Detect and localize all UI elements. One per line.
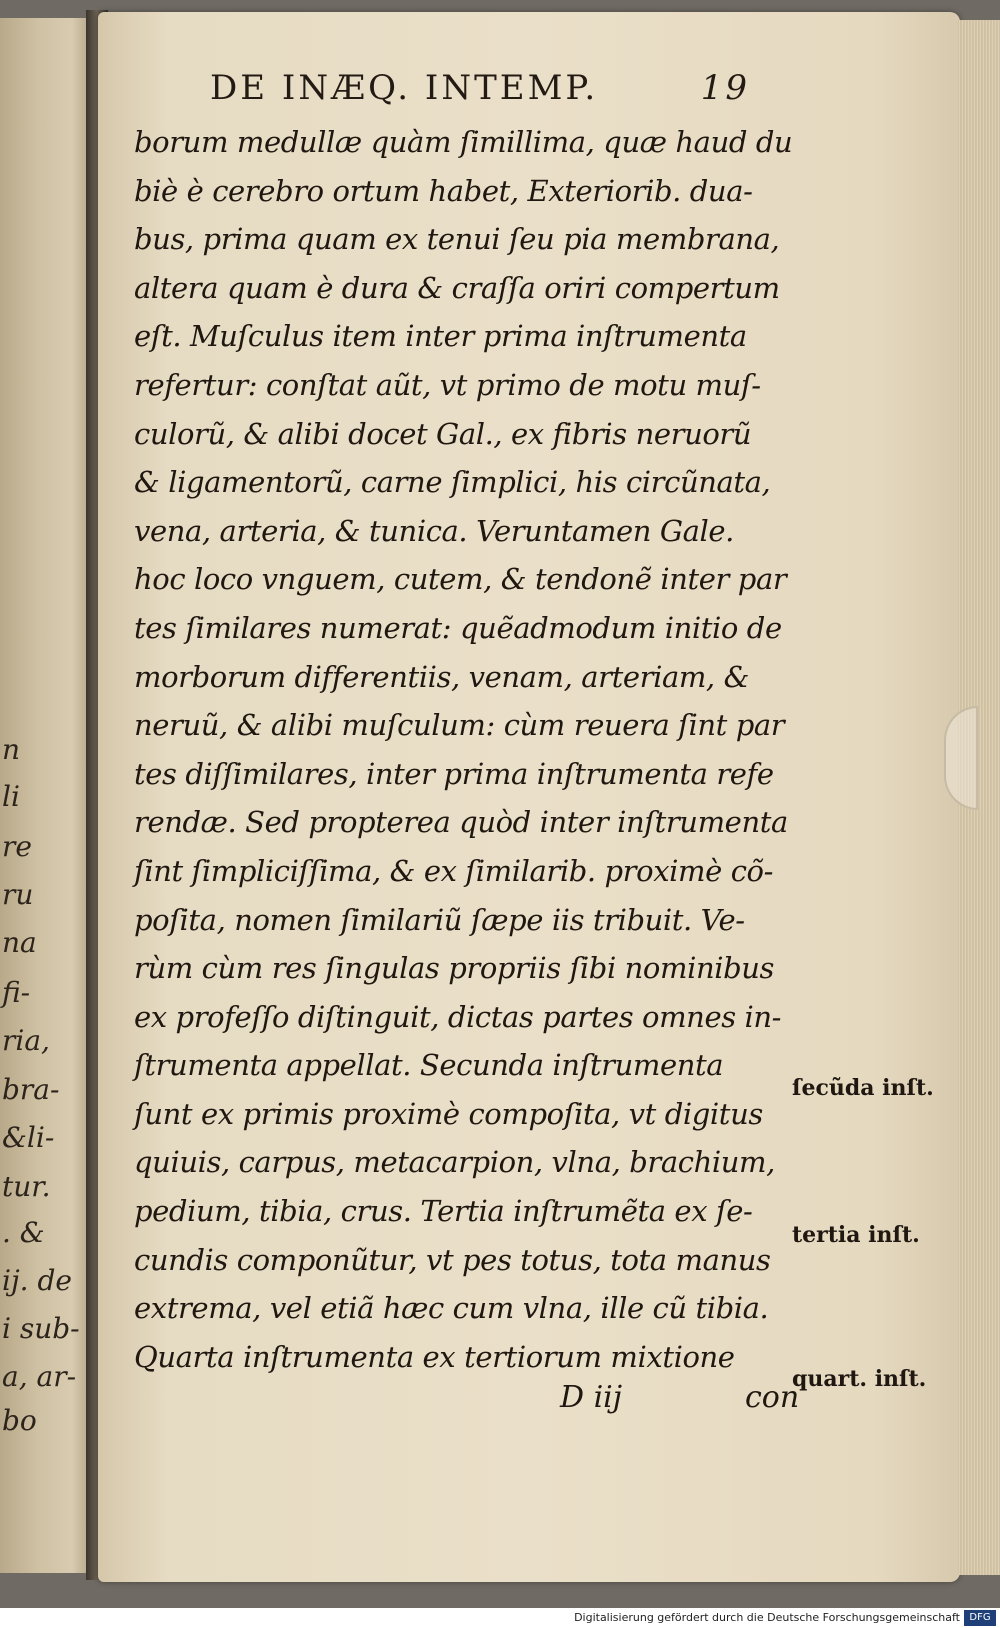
text-line: & ligamentorũ, carne ſimplici, his circũnata, xyxy=(134,465,771,500)
left-fragment: na xyxy=(2,926,37,959)
left-fragment: a, ar- xyxy=(2,1360,77,1393)
text-line: ſunt ex primis proximè compoſita, vt digitus xyxy=(134,1096,763,1131)
text-line: vena, arteria, & tunica. Veruntamen Gale. xyxy=(134,513,734,548)
text-line: bus, prima quam ex tenui ſeu pia membrana, xyxy=(134,222,780,257)
text-line: borum medullæ quàm ſimillima, quæ haud du xyxy=(134,125,793,159)
page-number: 19 xyxy=(700,68,750,108)
text-line: extrema, vel etiã hæc cum vlna, ille cũ tibia. xyxy=(134,1291,769,1326)
digitization-credit: Digitalisierung gefördert durch die Deutsche Forschungsgemeinschaft xyxy=(574,1611,960,1624)
text-line: culorũ, & alibi docet Gal., ex fibris neruorũ xyxy=(134,416,752,451)
left-fragment: tur. xyxy=(2,1170,51,1203)
signature-mark: D iij xyxy=(560,1380,623,1415)
left-page-edge xyxy=(0,18,96,1573)
text-line: rendæ. Sed propterea quòd inter inſtrumenta xyxy=(134,805,788,840)
left-fragment: re xyxy=(2,830,32,863)
text-line: biè è cerebro ortum habet, Exteriorib. dua- xyxy=(134,173,753,208)
text-line: ex profeſſo diſtinguit, dictas partes omnes in- xyxy=(134,999,782,1034)
text-line: morborum differentiis, venam, arteriam, & xyxy=(134,659,749,694)
margin-note-quarta: quart. inſt. xyxy=(792,1366,927,1392)
text-line: ſint ſimpliciſſima, & ex ſimilarib. proximè cõ- xyxy=(134,853,774,888)
text-line: refertur: conſtat aũt, vt primo de motu muſ- xyxy=(134,367,761,402)
text-line: eſt. Muſculus item inter prima inſtrumenta xyxy=(134,319,747,354)
left-fragment: n xyxy=(2,733,21,766)
text-line: pedium, tibia, crus. Tertia inſtrumẽta ex ſe- xyxy=(134,1194,753,1229)
text-line: altera quam è dura & craſſa oriri compertum xyxy=(134,270,780,305)
text-line: Quarta inſtrumenta ex tertiorum mixtione xyxy=(134,1339,735,1374)
body-text xyxy=(134,118,793,1381)
left-fragment: bra- xyxy=(2,1073,60,1106)
running-head xyxy=(210,68,750,116)
left-fragment: &li- xyxy=(2,1121,55,1154)
page-clip xyxy=(944,706,978,810)
left-fragment: ru xyxy=(2,878,34,911)
margin-note-tertia: tertia inſt. xyxy=(792,1222,920,1248)
text-line: cundis componũtur, vt pes totus, tota manus xyxy=(134,1242,771,1277)
margin-note-secunda: ſecũda inſt. xyxy=(792,1075,934,1101)
left-fragment: li xyxy=(2,780,20,813)
left-fragment: ij. de xyxy=(2,1264,72,1297)
text-line: ſtrumenta appellat. Secunda inſtrumenta xyxy=(134,1048,724,1083)
text-line: tes diſſimilares, inter prima inſtrumenta refe xyxy=(134,756,774,791)
left-fragment: fi- xyxy=(2,976,31,1009)
left-fragment: . & xyxy=(2,1216,45,1249)
left-fragment: ria, xyxy=(2,1024,50,1057)
running-title: DE INÆQ. INTEMP. xyxy=(210,68,599,108)
text-line: poſita, nomen ſimilariũ ſæpe iis tribuit. Ve- xyxy=(134,902,745,937)
left-fragment: bo xyxy=(2,1404,37,1437)
text-line: quiuis, carpus, metacarpion, vlna, brachium, xyxy=(134,1145,775,1180)
text-line: neruũ, & alibi muſculum: cùm reuera ſint par xyxy=(134,708,785,743)
dfg-logo: DFG xyxy=(964,1610,996,1626)
catchword: con xyxy=(745,1380,800,1415)
text-line: hoc loco vnguem, cutem, & tendonẽ inter par xyxy=(134,562,787,597)
text-line: rùm cùm res ſingulas propriis ſibi nominibus xyxy=(134,951,775,986)
text-line: tes ſimilares numerat: quẽadmodum initio de xyxy=(134,610,782,645)
left-fragment: i sub- xyxy=(2,1312,80,1345)
